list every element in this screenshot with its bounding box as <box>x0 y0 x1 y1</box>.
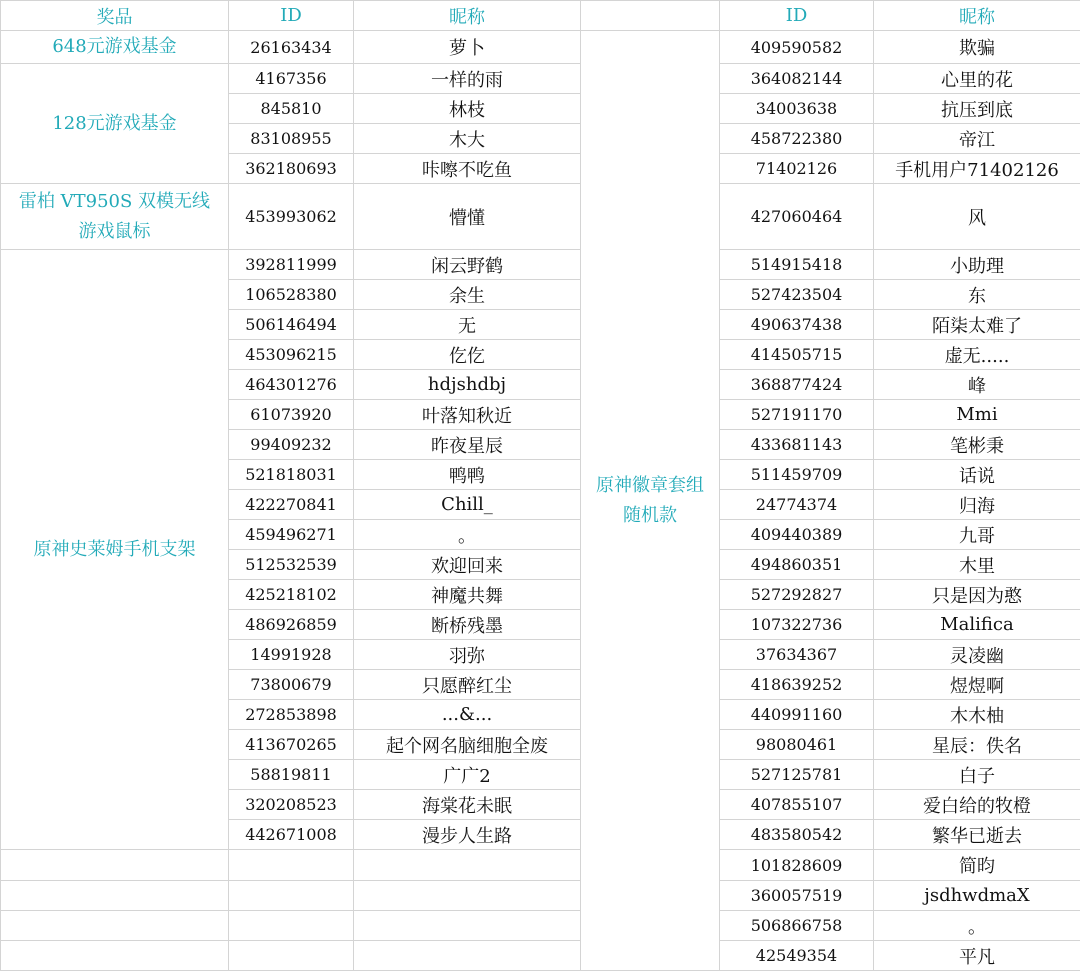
winner-id-left: 453993062 <box>229 184 354 250</box>
winner-nickname-left: 叶落知秋近 <box>354 400 581 430</box>
winner-id-left: 4167356 <box>229 64 354 94</box>
winner-nickname-left: 漫步人生路 <box>354 820 581 850</box>
winner-id-left: 459496271 <box>229 520 354 550</box>
empty-cell <box>1 911 229 941</box>
prize-badge-cell-label: 原神徽章套组 <box>596 474 704 496</box>
table-row <box>1 850 1080 881</box>
winner-id-right: 483580542 <box>720 820 874 850</box>
winner-id-right: 407855107 <box>720 790 874 820</box>
winner-id-right: 490637438 <box>720 310 874 340</box>
winner-nickname-left: hdjshdbj <box>354 370 581 400</box>
winner-nickname-left: 无 <box>354 310 581 340</box>
prize-648-cell-label: 648元游戏基金 <box>52 36 177 57</box>
winner-nickname-left: 昨夜星辰 <box>354 430 581 460</box>
winner-nickname-left: Chill_ <box>354 490 581 520</box>
table-row <box>1 31 1080 64</box>
winner-nickname-right: 帝江 <box>874 124 1080 154</box>
winner-id-left: 320208523 <box>229 790 354 820</box>
winner-nickname-left: 。 <box>354 520 581 550</box>
winner-id-right: 37634367 <box>720 640 874 670</box>
winner-nickname-right: 欺骗 <box>874 31 1080 64</box>
winner-nickname-right: 煜煜啊 <box>874 670 1080 700</box>
prize-badge-cell <box>581 31 720 971</box>
winner-id-right: 514915418 <box>720 250 874 280</box>
winner-id-left: 392811999 <box>229 250 354 280</box>
prize-mouse-cell-label: 雷柏 VT950S 双模无线 <box>18 190 211 212</box>
prize-648-cell <box>1 31 229 64</box>
winner-id-right: 101828609 <box>720 850 874 881</box>
winner-id-left: 425218102 <box>229 580 354 610</box>
header-prize: 奖品 <box>1 1 229 31</box>
winner-nickname-right: jsdhwdmaX <box>874 881 1080 911</box>
winner-id-right: 364082144 <box>720 64 874 94</box>
winner-id-right: 71402126 <box>720 154 874 184</box>
winner-nickname-left: 欢迎回来 <box>354 550 581 580</box>
prize-mouse-cell-label: 游戏鼠标 <box>78 220 151 242</box>
winner-id-right: 527125781 <box>720 760 874 790</box>
winner-nickname-left: ...&... <box>354 700 581 730</box>
winner-nickname-right: 心里的花 <box>874 64 1080 94</box>
winner-nickname-right: 星辰：佚名 <box>874 730 1080 760</box>
winner-id-right: 360057519 <box>720 881 874 911</box>
winner-nickname-right: Mmi <box>874 400 1080 430</box>
winner-id-right: 527191170 <box>720 400 874 430</box>
winner-id-left: 422270841 <box>229 490 354 520</box>
prize-mouse-cell <box>1 184 229 250</box>
winner-nickname-right: 木里 <box>874 550 1080 580</box>
winner-id-right: 427060464 <box>720 184 874 250</box>
winner-nickname-left: 鸭鸭 <box>354 460 581 490</box>
winner-id-left: 73800679 <box>229 670 354 700</box>
winner-id-right: 34003638 <box>720 94 874 124</box>
winner-id-left: 14991928 <box>229 640 354 670</box>
empty-cell <box>354 911 581 941</box>
winner-id-right: 414505715 <box>720 340 874 370</box>
winner-nickname-right: 话说 <box>874 460 1080 490</box>
winner-id-left: 453096215 <box>229 340 354 370</box>
table-row <box>1 64 1080 94</box>
winner-nickname-right: 木木柚 <box>874 700 1080 730</box>
header-nickname-right: 昵称 <box>874 1 1080 31</box>
empty-cell <box>1 881 229 911</box>
empty-cell <box>229 941 354 971</box>
winner-nickname-left: 余生 <box>354 280 581 310</box>
winner-nickname-left: 木大 <box>354 124 581 154</box>
winner-nickname-left: 断桥残墨 <box>354 610 581 640</box>
winner-nickname-right: 东 <box>874 280 1080 310</box>
winner-nickname-left: 林枝 <box>354 94 581 124</box>
winner-id-right: 368877424 <box>720 370 874 400</box>
prize-128-cell <box>1 64 229 184</box>
winner-id-left: 464301276 <box>229 370 354 400</box>
winner-id-left: 58819811 <box>229 760 354 790</box>
winner-nickname-right: 虚无..... <box>874 340 1080 370</box>
winner-nickname-right: 陌柒太难了 <box>874 310 1080 340</box>
winner-id-right: 511459709 <box>720 460 874 490</box>
winner-id-left: 26163434 <box>229 31 354 64</box>
winner-nickname-right: 手机用户71402126 <box>874 154 1080 184</box>
winner-id-right: 409440389 <box>720 520 874 550</box>
winner-nickname-right: 简昀 <box>874 850 1080 881</box>
winner-nickname-right: 九哥 <box>874 520 1080 550</box>
empty-cell <box>354 850 581 881</box>
empty-cell <box>229 881 354 911</box>
winner-nickname-left: 闲云野鹤 <box>354 250 581 280</box>
winner-id-right: 107322736 <box>720 610 874 640</box>
winner-id-left: 413670265 <box>229 730 354 760</box>
header-id-right: ID <box>720 1 874 31</box>
winner-nickname-left: 咔嚓不吃鱼 <box>354 154 581 184</box>
winner-id-left: 521818031 <box>229 460 354 490</box>
winner-nickname-right: 平凡 <box>874 941 1080 971</box>
winner-nickname-right: 笔彬秉 <box>874 430 1080 460</box>
prize-badge-cell-label: 随机款 <box>623 504 677 526</box>
winner-id-left: 506146494 <box>229 310 354 340</box>
winner-nickname-left: 起个网名脑细胞全废 <box>354 730 581 760</box>
winner-id-right: 440991160 <box>720 700 874 730</box>
winner-id-right: 24774374 <box>720 490 874 520</box>
winner-nickname-right: 爱白给的牧橙 <box>874 790 1080 820</box>
table-row <box>1 881 1080 911</box>
header-prize-right <box>581 1 720 31</box>
prize-128-cell-label: 128元游戏基金 <box>52 112 177 134</box>
table-row <box>1 250 1080 280</box>
winner-nickname-right: 小助理 <box>874 250 1080 280</box>
prize-slime-cell-label: 原神史莱姆手机支架 <box>33 538 196 560</box>
table-row <box>1 911 1080 941</box>
winner-nickname-left: 仡仡 <box>354 340 581 370</box>
winner-nickname-left: 只愿醉红尘 <box>354 670 581 700</box>
winner-nickname-right: 归海 <box>874 490 1080 520</box>
winner-id-left: 61073920 <box>229 400 354 430</box>
winner-id-right: 409590582 <box>720 31 874 64</box>
winner-id-left: 99409232 <box>229 430 354 460</box>
header-id-left: ID <box>229 1 354 31</box>
winner-id-right: 458722380 <box>720 124 874 154</box>
winner-nickname-right: 只是因为憨 <box>874 580 1080 610</box>
empty-cell <box>229 911 354 941</box>
header-nickname-left: 昵称 <box>354 1 581 31</box>
winner-nickname-left: 神魔共舞 <box>354 580 581 610</box>
winner-id-left: 83108955 <box>229 124 354 154</box>
winner-nickname-right: 白子 <box>874 760 1080 790</box>
winner-nickname-right: 抗压到底 <box>874 94 1080 124</box>
winner-id-right: 527292827 <box>720 580 874 610</box>
winner-id-left: 106528380 <box>229 280 354 310</box>
empty-cell <box>354 941 581 971</box>
winner-nickname-right: Malifica <box>874 610 1080 640</box>
winner-nickname-left: 羽弥 <box>354 640 581 670</box>
prize-slime-cell <box>1 250 229 850</box>
winner-id-left: 442671008 <box>229 820 354 850</box>
empty-cell <box>354 881 581 911</box>
table-row <box>1 184 1080 250</box>
winner-nickname-right: 。 <box>874 911 1080 941</box>
winner-nickname-left: 海棠花未眠 <box>354 790 581 820</box>
winner-id-left: 362180693 <box>229 154 354 184</box>
winner-id-left: 486926859 <box>229 610 354 640</box>
table-row <box>1 941 1080 971</box>
winner-id-right: 418639252 <box>720 670 874 700</box>
winner-nickname-right: 繁华已逝去 <box>874 820 1080 850</box>
winner-nickname-left: 一样的雨 <box>354 64 581 94</box>
winner-id-right: 433681143 <box>720 430 874 460</box>
empty-cell <box>1 850 229 881</box>
winner-nickname-right: 风 <box>874 184 1080 250</box>
winner-id-left: 845810 <box>229 94 354 124</box>
winner-id-right: 42549354 <box>720 941 874 971</box>
winner-nickname-left: 萝卜 <box>354 31 581 64</box>
winner-nickname-right: 峰 <box>874 370 1080 400</box>
winner-nickname-left: 懵懂 <box>354 184 581 250</box>
winner-nickname-left: 广广2 <box>354 760 581 790</box>
winner-id-right: 494860351 <box>720 550 874 580</box>
winner-id-right: 98080461 <box>720 730 874 760</box>
empty-cell <box>1 941 229 971</box>
winner-id-left: 512532539 <box>229 550 354 580</box>
winner-nickname-right: 灵凌幽 <box>874 640 1080 670</box>
winner-id-left: 272853898 <box>229 700 354 730</box>
empty-cell <box>229 850 354 881</box>
header-row <box>1 1 1080 31</box>
winner-id-right: 506866758 <box>720 911 874 941</box>
winner-id-right: 527423504 <box>720 280 874 310</box>
